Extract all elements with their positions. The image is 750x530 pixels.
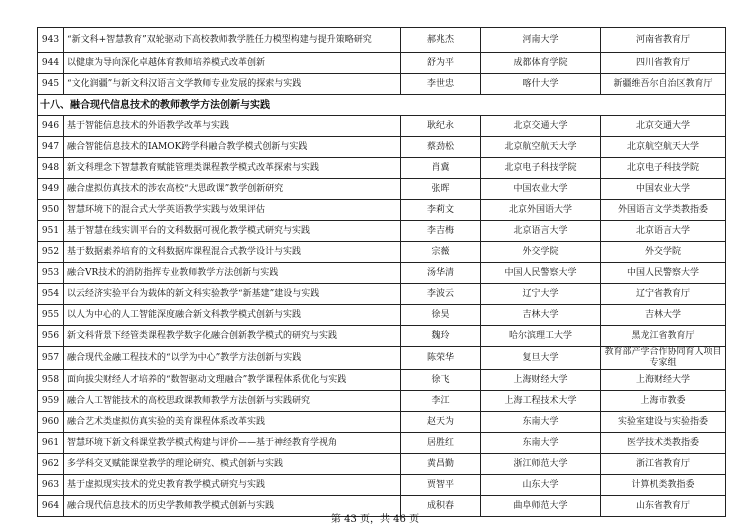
project-number: 963 [38, 475, 64, 496]
project-leader: 赵天为 [401, 412, 481, 433]
project-title: 以人为中心的人工智能深度融合新文科教学模式创新与实践 [64, 305, 401, 326]
project-number: 951 [38, 221, 64, 242]
project-institution: 复旦大学 [481, 347, 601, 370]
project-leader: 贾智平 [401, 475, 481, 496]
table-row [38, 370, 726, 391]
table-row [38, 284, 726, 305]
project-title: 融合艺术类虚拟仿真实验的美育课程体系改革实践 [64, 412, 401, 433]
project-institution: 浙江师范大学 [481, 454, 601, 475]
project-number: 956 [38, 326, 64, 347]
project-number: 959 [38, 391, 64, 412]
recommending-unit: 医学技术类教指委 [601, 433, 726, 454]
project-list-sheet [37, 27, 725, 517]
project-institution: 吉林大学 [481, 305, 601, 326]
project-institution: 北京语言大学 [481, 221, 601, 242]
table-row [38, 200, 726, 221]
project-leader: 魏玲 [401, 326, 481, 347]
table-row [38, 137, 726, 158]
project-institution: 北京交通大学 [481, 116, 601, 137]
section-title: 十八、融合现代信息技术的教师教学方法创新与实践 [38, 95, 726, 116]
project-leader: 徐昊 [401, 305, 481, 326]
project-leader: 成积春 [401, 496, 481, 517]
project-number: 961 [38, 433, 64, 454]
project-number: 952 [38, 242, 64, 263]
section-header-row [38, 95, 726, 116]
project-number: 953 [38, 263, 64, 284]
recommending-unit: 北京航空航天大学 [601, 137, 726, 158]
recommending-unit: 上海市教委 [601, 391, 726, 412]
table-row [38, 454, 726, 475]
project-leader: 李吉梅 [401, 221, 481, 242]
project-leader: 耿纪永 [401, 116, 481, 137]
project-leader: 李莉文 [401, 200, 481, 221]
project-number: 962 [38, 454, 64, 475]
project-number: 944 [38, 53, 64, 74]
project-leader: 蔡劲松 [401, 137, 481, 158]
recommending-unit: 山东省教育厅 [601, 496, 726, 517]
project-leader: 张晖 [401, 179, 481, 200]
table-row [38, 305, 726, 326]
project-number: 950 [38, 200, 64, 221]
project-institution: 上海工程技术大学 [481, 391, 601, 412]
recommending-unit: 吉林大学 [601, 305, 726, 326]
recommending-unit: 北京交通大学 [601, 116, 726, 137]
table-row [38, 28, 726, 53]
recommending-unit: 北京电子科技学院 [601, 158, 726, 179]
project-title: 融合VR技术的消防指挥专业教师教学方法创新与实践 [64, 263, 401, 284]
project-number: 946 [38, 116, 64, 137]
table-body-top [38, 28, 726, 95]
project-title: “文化润疆”与新文科汉语言文学教师专业发展的探索与实践 [64, 74, 401, 95]
project-title: 以云经济实验平台为载体的新文科实验教学“新基建”建设与实践 [64, 284, 401, 305]
project-title: 融合现代信息技术的历史学教师教学模式创新与实践 [64, 496, 401, 517]
project-title: 融合现代金融工程技术的“以学为中心”教学方法创新与实践 [64, 347, 401, 370]
section-header-body [38, 95, 726, 116]
project-institution: 北京航空航天大学 [481, 137, 601, 158]
recommending-unit: 上海财经大学 [601, 370, 726, 391]
table-body-main [38, 116, 726, 517]
project-leader: 李世忠 [401, 74, 481, 95]
project-institution: 哈尔滨理工大学 [481, 326, 601, 347]
table-row [38, 347, 726, 370]
project-number: 949 [38, 179, 64, 200]
project-title: 基于数据素养培育的文科数据库课程混合式教学设计与实践 [64, 242, 401, 263]
project-number: 964 [38, 496, 64, 517]
table-row [38, 179, 726, 200]
recommending-unit: 四川省教育厅 [601, 53, 726, 74]
page-footer: 第 43 页，共 46 页 [330, 514, 420, 525]
recommending-unit: 辽宁省教育厅 [601, 284, 726, 305]
recommending-unit: 黑龙江省教育厅 [601, 326, 726, 347]
table-row [38, 475, 726, 496]
project-number: 947 [38, 137, 64, 158]
project-leader: 肖冀 [401, 158, 481, 179]
project-number: 958 [38, 370, 64, 391]
table-row [38, 326, 726, 347]
project-institution: 山东大学 [481, 475, 601, 496]
project-leader: 陈荣华 [401, 347, 481, 370]
project-title: 面向拔尖财经人才培养的“数智驱动文理融合”教学课程体系优化与实践 [64, 370, 401, 391]
recommending-unit: 计算机类教指委 [601, 475, 726, 496]
table-row [38, 412, 726, 433]
recommending-unit: 新疆维吾尔自治区教育厅 [601, 74, 726, 95]
project-institution: 成都体育学院 [481, 53, 601, 74]
project-title: 融合虚拟仿真技术的涉农高校“大思政课”教学创新研究 [64, 179, 401, 200]
project-number: 945 [38, 74, 64, 95]
project-leader: 徐飞 [401, 370, 481, 391]
recommending-unit: 教育部产学合作协同育人项目专家组 [601, 347, 726, 370]
table-row [38, 116, 726, 137]
project-title: 基于智能信息技术的外语教学改革与实践 [64, 116, 401, 137]
project-number: 943 [38, 28, 64, 53]
project-institution: 中国农业大学 [481, 179, 601, 200]
table-row [38, 242, 726, 263]
project-leader: 李江 [401, 391, 481, 412]
project-title: 新文科背景下经管类课程教学数字化融合创新教学模式的研究与实践 [64, 326, 401, 347]
project-institution: 中国人民警察大学 [481, 263, 601, 284]
project-title: 融合人工智能技术的高校思政课教师教学方法创新与实践研究 [64, 391, 401, 412]
recommending-unit: 中国农业大学 [601, 179, 726, 200]
project-leader: 居胜红 [401, 433, 481, 454]
table-row [38, 391, 726, 412]
project-institution: 外交学院 [481, 242, 601, 263]
recommending-unit: 实验室建设与实验指委 [601, 412, 726, 433]
project-table [37, 27, 726, 517]
project-leader: 李波云 [401, 284, 481, 305]
project-title: 基于虚拟现实技术的党史教育教学模式研究与实践 [64, 475, 401, 496]
project-leader: 郝兆杰 [401, 28, 481, 53]
project-title: 融合智能信息技术的IAMOK跨学科融合教学模式创新与实践 [64, 137, 401, 158]
recommending-unit: 北京语言大学 [601, 221, 726, 242]
project-title: 智慧环境下的混合式大学英语教学实践与效果评估 [64, 200, 401, 221]
project-institution: 东南大学 [481, 412, 601, 433]
project-number: 960 [38, 412, 64, 433]
project-institution: 北京电子科技学院 [481, 158, 601, 179]
table-row [38, 263, 726, 284]
project-institution: 喀什大学 [481, 74, 601, 95]
recommending-unit: 中国人民警察大学 [601, 263, 726, 284]
recommending-unit: 浙江省教育厅 [601, 454, 726, 475]
project-number: 957 [38, 347, 64, 370]
table-row [38, 74, 726, 95]
project-institution: 辽宁大学 [481, 284, 601, 305]
project-leader: 黄昌勤 [401, 454, 481, 475]
project-title: 基于智慧在线实训平台的文科数据可视化教学模式研究与实践 [64, 221, 401, 242]
project-institution: 东南大学 [481, 433, 601, 454]
project-leader: 舒为平 [401, 53, 481, 74]
project-institution: 北京外国语大学 [481, 200, 601, 221]
recommending-unit: 外交学院 [601, 242, 726, 263]
project-number: 948 [38, 158, 64, 179]
project-institution: 河南大学 [481, 28, 601, 53]
project-institution: 上海财经大学 [481, 370, 601, 391]
project-title: 智慧环境下新文科课堂教学模式构建与评价——基于神经教育学视角 [64, 433, 401, 454]
project-leader: 宗薇 [401, 242, 481, 263]
project-institution: 曲阜师范大学 [481, 496, 601, 517]
project-title: 新文科理念下智慧教育赋能管理类课程教学模式改革探索与实践 [64, 158, 401, 179]
recommending-unit: 河南省教育厅 [601, 28, 726, 53]
project-leader: 汤华清 [401, 263, 481, 284]
table-row [38, 221, 726, 242]
project-number: 955 [38, 305, 64, 326]
project-title: 以健康为导向深化卓越体育教师培养模式改革创新 [64, 53, 401, 74]
table-row [38, 433, 726, 454]
recommending-unit: 外国语言文学类教指委 [601, 200, 726, 221]
table-row [38, 158, 726, 179]
project-title: 多学科交叉赋能课堂教学的理论研究、模式创新与实践 [64, 454, 401, 475]
project-number: 954 [38, 284, 64, 305]
table-row [38, 53, 726, 74]
project-title: “新文科+智慧教育”双轮驱动下高校教师教学胜任力模型构建与提升策略研究 [64, 28, 401, 53]
